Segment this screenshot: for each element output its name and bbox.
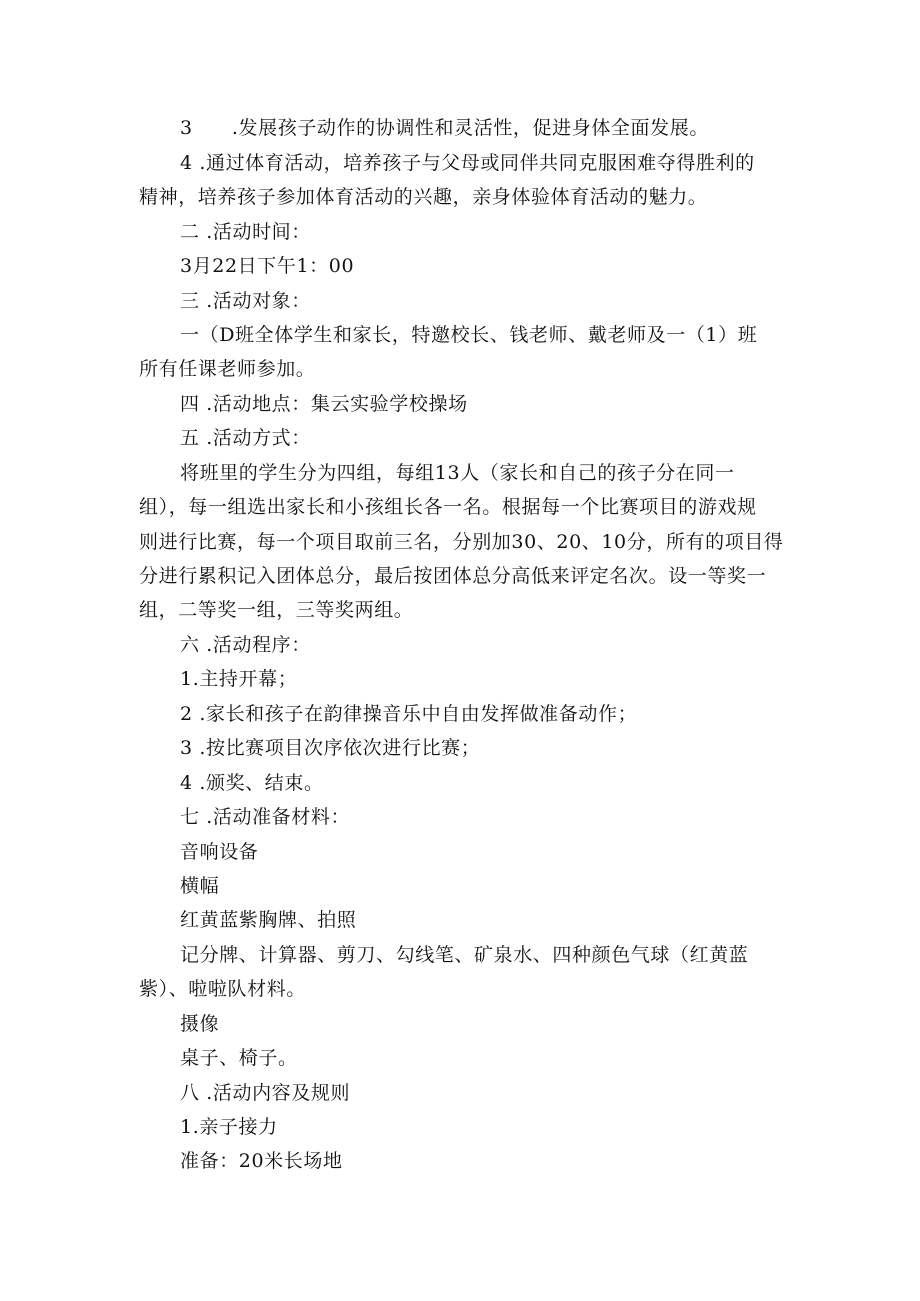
section-heading-method: 五 .活动方式： — [180, 427, 311, 449]
material-supplies-line-1: 记分牌、计算器、剪刀、勾线笔、矿泉水、四种颜色气球（红黄蓝 — [180, 944, 749, 966]
participants-continuation: 所有任课老师参加。 — [139, 358, 316, 380]
material-banner: 横幅 — [180, 875, 220, 897]
procedure-item-1: 1.主持开幕； — [180, 668, 298, 690]
material-supplies-line-2: 紫）、啦啦队材料。 — [139, 978, 306, 1000]
method-paragraph-line-4: 分进行累积记入团体总分，最后按团体总分高低来评定名次。设一等奖一 — [139, 565, 767, 587]
material-furniture: 桌子、椅子。 — [180, 1047, 298, 1069]
section-heading-participants: 三 .活动对象： — [180, 290, 311, 312]
procedure-item-3: 3 .按比赛项目次序依次进行比赛； — [180, 737, 481, 759]
section-heading-materials: 七 .活动准备材料： — [180, 806, 351, 828]
method-paragraph-line-5: 组，二等奖一组，三等奖两组。 — [139, 599, 414, 621]
section-heading-location: 四 .活动地点：集云实验学校操场 — [180, 393, 468, 415]
method-paragraph-line-2: 组），每一组选出家长和小孩组长各一名。根据每一个比赛项目的游戏规 — [139, 496, 757, 518]
procedure-item-4: 4 .颁奖、结束。 — [180, 772, 324, 794]
rule-item-relay: 1.亲子接力 — [180, 1116, 278, 1138]
activity-time-value: 3月22日下午1：00 — [180, 255, 355, 277]
procedure-item-2: 2 .家长和孩子在韵律操音乐中自由发挥做准备动作； — [180, 703, 638, 725]
section-heading-rules: 八 .活动内容及规则 — [180, 1082, 351, 1104]
relay-preparation: 准备：20米长场地 — [180, 1150, 343, 1172]
participants-line: 一（D班全体学生和家长，特邀校长、钱老师、戴老师及一（1）班 — [180, 324, 758, 346]
goal-4-continuation: 精神，培养孩子参加体育活动的兴趣，亲身体验体育活动的魅力。 — [139, 186, 708, 208]
section-heading-time: 二 .活动时间： — [180, 221, 311, 243]
material-camera: 摄像 — [180, 1013, 220, 1035]
material-audio: 音响设备 — [180, 841, 259, 863]
material-badges: 红黄蓝紫胸牌、拍照 — [180, 909, 357, 931]
section-heading-procedure: 六 .活动程序： — [180, 634, 311, 656]
method-paragraph-line-3: 则进行比赛，每一个项目取前三名，分别加30、20、10分，所有的项目得 — [139, 531, 784, 553]
goal-3-line: 3 .发展孩子动作的协调性和灵活性，促进身体全面发展。 — [180, 117, 709, 139]
goal-4-line: 4 .通过体育活动，培养孩子与父母或同伴共同克服困难夺得胜利的 — [180, 152, 755, 174]
method-paragraph-line-1: 将班里的学生分为四组，每组13人（家长和自己的孩子分在同一 — [180, 462, 735, 484]
